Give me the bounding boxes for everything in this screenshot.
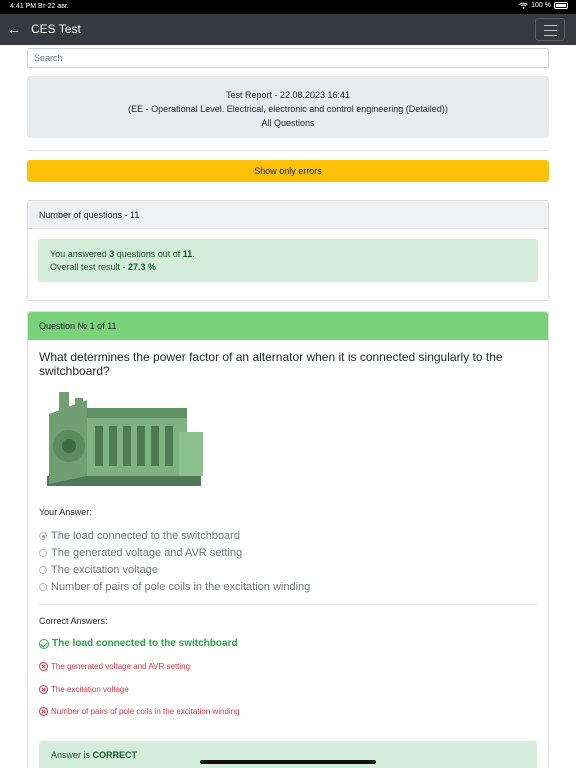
correct-answer [39,638,238,649]
answer-result-value: CORRECT [92,750,138,760]
status-right [519,2,568,9]
radio-icon [39,549,47,557]
x-circle-icon [39,662,48,671]
correct-answer-label: The load connected to the switchboard [52,638,238,649]
result-line [50,261,526,274]
status-bar [0,0,576,14]
wrong-answer [39,707,240,716]
status-time: 4:41 PM [10,3,37,10]
report-scope: All Questions [261,118,315,128]
wrong-answer-label: The generated voltage and AVR setting [51,662,191,671]
answered-suffix: . [192,249,195,259]
your-answer-label: Your Answer: [39,507,92,517]
test-report-banner [27,76,549,138]
search-input[interactable] [27,48,549,68]
x-circle-icon [39,685,48,694]
answered-mid: questions out of [114,249,183,259]
answer-option [39,564,158,576]
hamburger-menu-button[interactable] [535,18,565,41]
divider [39,604,537,605]
question-header: Question № 1 of 11 [28,312,548,340]
answered-prefix: You answered [50,249,110,259]
answered-line [50,248,526,261]
total-count: 11 [182,249,193,259]
summary-header: Number of questions - 11 [28,201,548,229]
wrong-answer [39,662,190,671]
question-text: What determines the power factor of an alternator when it is connected singularly to the switchboard? [39,350,503,378]
home-indicator[interactable] [200,760,376,764]
correct-answers-label: Correct Answers: [39,616,108,626]
menu-line-icon [544,35,557,36]
summary-alert [38,239,538,282]
back-arrow-icon[interactable]: ← [7,21,21,37]
check-circle-icon [39,639,49,649]
divider [27,150,549,151]
answered-count: 3 [109,249,115,259]
option-label: The generated voltage and AVR setting [51,547,243,559]
alternator-image [39,384,207,505]
radio-icon [39,566,47,574]
answer-option [39,581,310,593]
wifi-icon [519,2,528,9]
summary-card [27,200,549,301]
answer-option [39,530,240,542]
result-value: 27.3 % [128,262,157,272]
report-title: Test Report - 22.08.2023 16:41 [225,90,351,100]
battery-percent: 100 % [531,2,551,9]
option-label: The load connected to the switchboard [51,530,240,542]
wrong-answer-label: Number of pairs of pole coils in the excitation winding [51,707,240,716]
battery-icon [554,2,568,9]
x-circle-icon [39,707,48,716]
radio-icon [39,583,47,591]
status-date: Вт 22 авг. [38,3,69,10]
option-label: Number of pairs of pole coils in the excitation winding [51,581,311,593]
show-only-errors-button[interactable]: Show only errors [27,160,549,182]
report-subtitle: (EE - Operational Level. Electrical, electronic and control engineering (Detailed)) [128,104,448,114]
option-label: The excitation voltage [51,564,159,576]
page-title: CES Test [31,22,81,36]
answer-option [39,547,242,559]
menu-line-icon [544,30,557,31]
menu-line-icon [544,25,557,26]
result-prefix: Overall test result - [50,262,129,272]
radio-selected-icon [39,532,47,540]
top-navbar [0,14,576,45]
answer-result-prefix: Answer is [51,750,93,760]
wrong-answer-label: The excitation voltage [51,685,129,694]
wrong-answer [39,685,129,694]
